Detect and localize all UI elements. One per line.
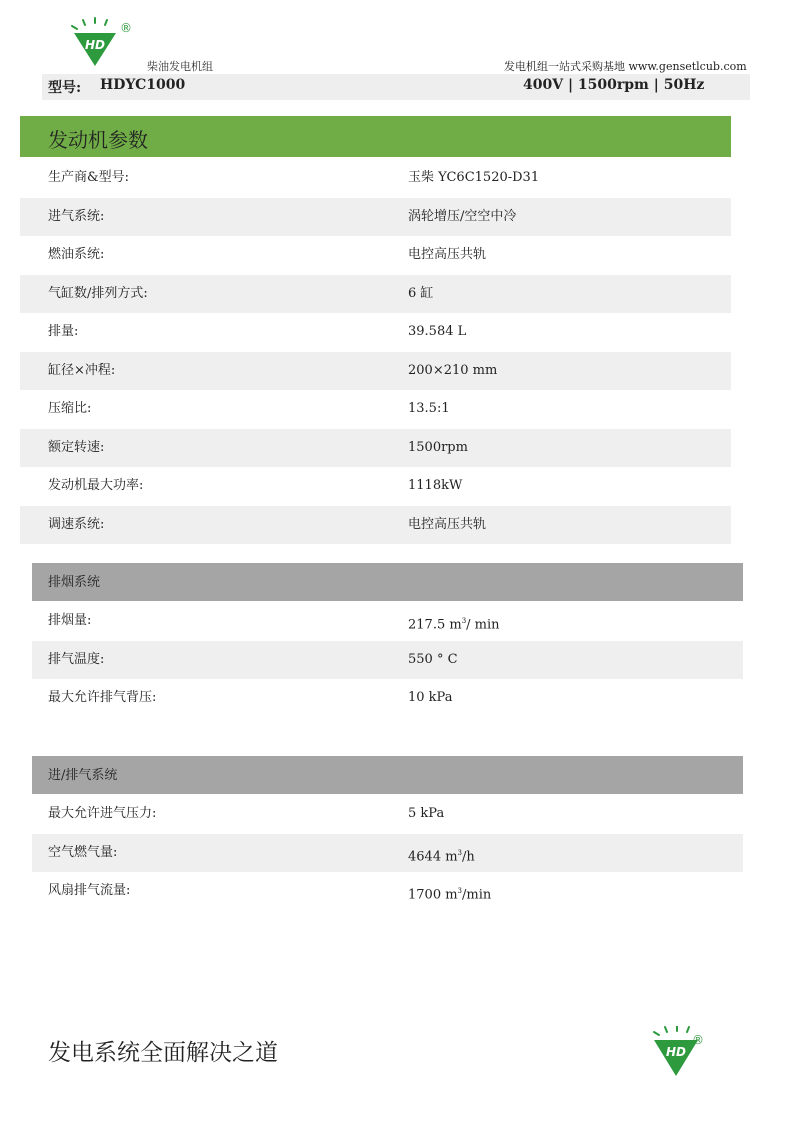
unit-suffix: / min [466,617,500,633]
param-label: 进气系统: [48,208,105,224]
param-label: 额定转速: [48,439,105,455]
param-label: 调速系统: [48,516,105,532]
table-row [32,641,743,679]
unit-superscript: 3 [457,848,463,857]
param-label: 空气燃气量: [48,844,118,860]
param-label: 排量: [48,324,79,339]
param-label: 排气温度: [48,651,105,667]
table-row [20,467,731,505]
param-value [408,467,462,505]
param-value-text: 玉柴 YC6C1520-D31 [408,170,540,185]
unit-superscript: 3 [461,617,467,625]
param-value-text: 13.5:1 [408,401,450,416]
param-label: 压缩比: [48,401,92,416]
model-label: 型号: [48,80,82,96]
param-label: 排烟量: [48,613,92,628]
table-row [32,795,743,833]
table-row [32,602,743,640]
param-value [408,352,497,390]
param-value-text: 200×210 mm [408,362,498,378]
param-value [408,641,458,679]
param-value [408,159,539,197]
model-spec: 400V | 1500rpm | 50Hz [523,77,705,93]
param-value [408,834,475,876]
logo-mark: HD [84,38,106,52]
param-value-text: 4644 m [408,848,458,864]
param-label: 风扇排气流量: [48,883,131,898]
intake-section-band [32,756,743,794]
footer-logo [650,1026,716,1082]
table-row [20,275,731,313]
param-value-text: 6 缸 [408,285,434,301]
table-row [20,390,731,428]
table-row [32,679,743,717]
unit-suffix: /min [462,887,492,903]
param-label: 最大允许排气背压: [48,690,157,705]
param-value-text: 39.584 L [408,324,467,339]
table-row [32,872,743,910]
param-value-text: 涡轮增压/空空中冷 [408,208,517,224]
exhaust-section-band [32,563,743,601]
param-value-text: 1118kW [408,478,463,493]
footer-logo-mark: HD [665,1045,687,1059]
table-row [20,429,731,467]
param-value-text: 550 ° C [408,651,458,667]
param-label: 缸径×冲程: [48,362,116,378]
table-row [20,198,731,236]
param-label: 发动机最大功率: [48,478,144,493]
footer-slogan: 发电系统全面解决之道 [48,1040,278,1066]
param-value [408,198,516,236]
param-value [408,679,452,717]
param-value-text: 5 kPa [408,806,445,821]
model-value: HDYC1000 [100,77,186,93]
header-right-text: 发电机组一站式采购基地 www.gensetlcub.com [504,60,747,73]
registered-mark: ® [120,21,132,35]
table-row [20,352,731,390]
param-value-text: 电控高压共轨 [408,247,487,262]
param-label: 气缸数/排列方式: [48,285,148,301]
company-logo [66,16,132,72]
header-left-text: 柴油发电机组 [147,60,213,73]
param-value-text: 10 kPa [408,690,453,705]
param-value [408,313,466,351]
intake-section-title: 进/排气系统 [48,768,118,783]
param-value-text: 1700 m [408,887,458,903]
param-value-text: 1500rpm [408,439,468,455]
param-label: 最大允许进气压力: [48,806,157,821]
footer-registered-mark: ® [692,1033,704,1047]
table-row [32,834,743,872]
table-row [20,159,731,197]
param-value [408,506,486,544]
param-value [408,390,450,428]
param-value [408,795,444,833]
table-row [20,236,731,274]
param-value [408,236,486,274]
param-value-text: 电控高压共轨 [408,516,487,532]
engine-section-title: 发动机参数 [48,128,148,152]
param-label: 燃油系统: [48,247,105,262]
param-value-text: 217.5 m [408,617,462,633]
exhaust-section-title: 排烟系统 [48,575,101,590]
param-value [408,872,491,914]
param-value [408,275,433,313]
param-value [408,602,500,644]
unit-superscript: 3 [457,887,463,895]
table-row [20,313,731,351]
unit-suffix: /h [462,848,475,864]
table-row [20,506,731,544]
param-label: 生产商&型号: [48,170,129,185]
param-value [408,429,468,467]
